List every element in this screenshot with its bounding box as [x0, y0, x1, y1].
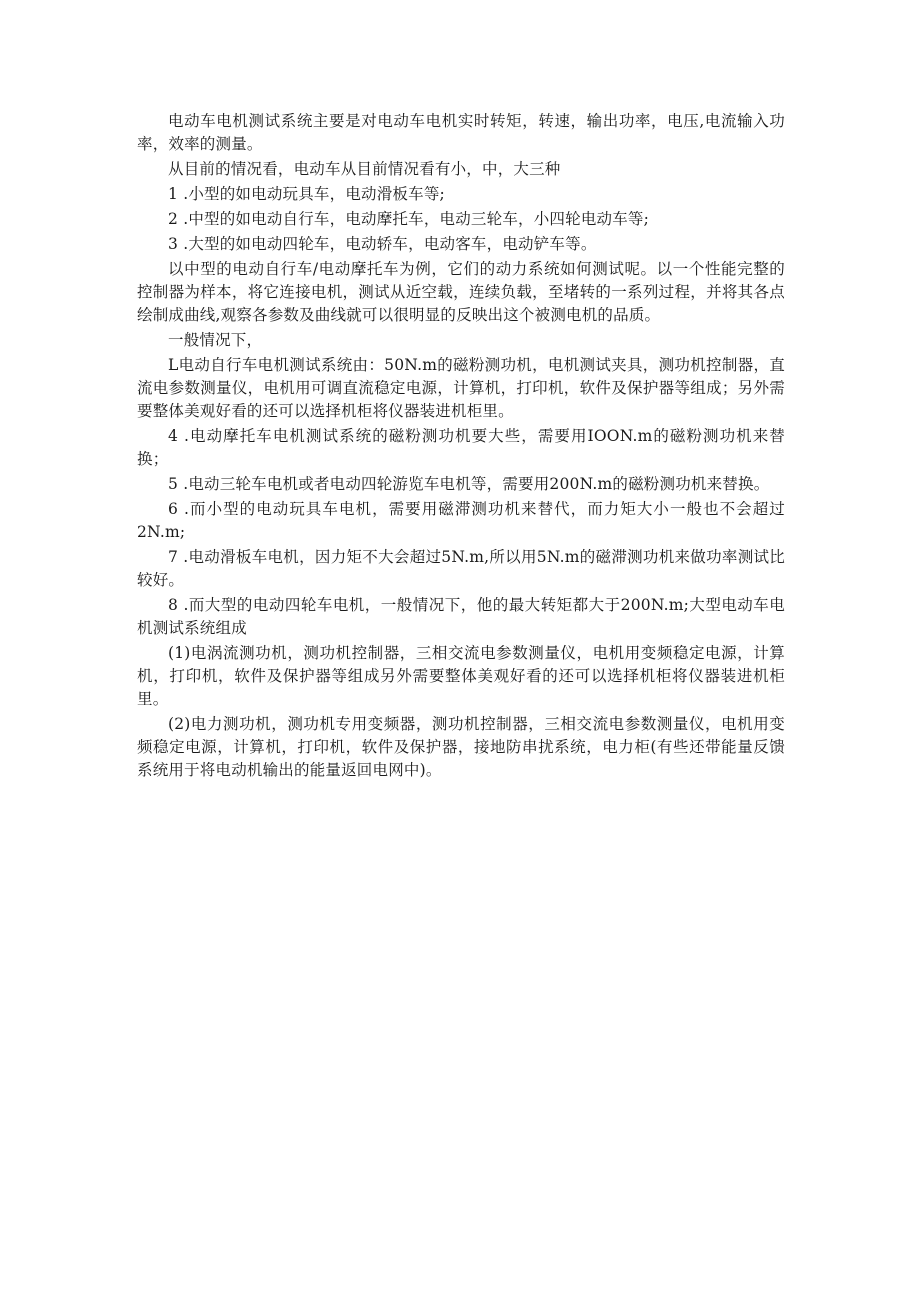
paragraph-categories: 从目前的情况看，电动车从目前情况看有小，中，大三种	[168, 160, 561, 178]
list-item-eddy-current-system: (1)电涡流测功机，测功机控制器，三相交流电参数测量仪，电机用变频稳定电源，计算机，打印机，软件及保护器等组成另外需要整体美观好看的还可以选择机柜将仪器装进机柜里。	[137, 644, 785, 708]
list-item-electric-dynamometer-system: (2)电力测功机，测功机专用变频器，测功机控制器，三相交流电参数测量仪，电机用变频稳定电源，计算机，打印机，软件及保护器，接地防串扰系统，电力柜(有些还带能量反馈系统用于将电动机输出的能量返回电网中)。	[137, 715, 785, 779]
paragraph-example: 以中型的电动自行车/电动摩托车为例，它们的动力系统如何测试呢。以一个性能完整的控制器为样本，将它连接电机，测试从近空载，连续负载，至堵转的一系列过程，并将其各点绘制成曲线,观察各参数及曲线就可以很明显的反映出这个被测电机的品质。	[137, 260, 785, 324]
list-item-toy-car: 6 .而小型的电动玩具车电机，需要用磁滞测功机来替代，而力矩大小一般也不会超过2N.m;	[137, 500, 785, 541]
list-item-large-vehicle: 8 .而大型的电动四轮车电机，一般情况下，他的最大转矩都大于200N.m;大型电动车电机测试系统组成	[137, 596, 785, 637]
list-item-large: 3 .大型的如电动四轮车，电动轿车，电动客车，电动铲车等。	[168, 235, 597, 253]
list-item-scooter: 7 .电动滑板车电机，因力矩不大会超过5N.m,所以用5N.m的磁滞测功机来做功率测试比较好。	[137, 548, 785, 589]
paragraph-intro: 电动车电机测试系统主要是对电动车电机实时转矩，转速，输出功率，电压,电流输入功率，效率的测量。	[137, 112, 785, 153]
list-item-ebike-system: L电动自行车电机测试系统由：50N.m的磁粉测功机，电机测试夹具，测功机控制器，直流电参数测量仪，电机用可调直流稳定电源，计算机，打印机，软件及保护器等组成；另外需要整体美观好看的还可以选择机柜将仪器装进机柜里。	[137, 356, 785, 420]
list-item-tricycle-system: 5 .电动三轮车电机或者电动四轮游览车电机等，需要用200N.m的磁粉测功机来替换。	[168, 475, 770, 493]
list-item-small: 1 .小型的如电动玩具车，电动滑板车等;	[168, 185, 445, 203]
paragraph-general: 一般情况下，	[168, 331, 263, 349]
document-body	[137, 110, 785, 784]
list-item-medium: 2 .中型的如电动自行车，电动摩托车，电动三轮车，小四轮电动车等;	[168, 210, 650, 228]
list-item-motorcycle-system: 4 .电动摩托车电机测试系统的磁粉测功机要大些，需要用IOON.m的磁粉测功机来替换；	[137, 427, 785, 468]
